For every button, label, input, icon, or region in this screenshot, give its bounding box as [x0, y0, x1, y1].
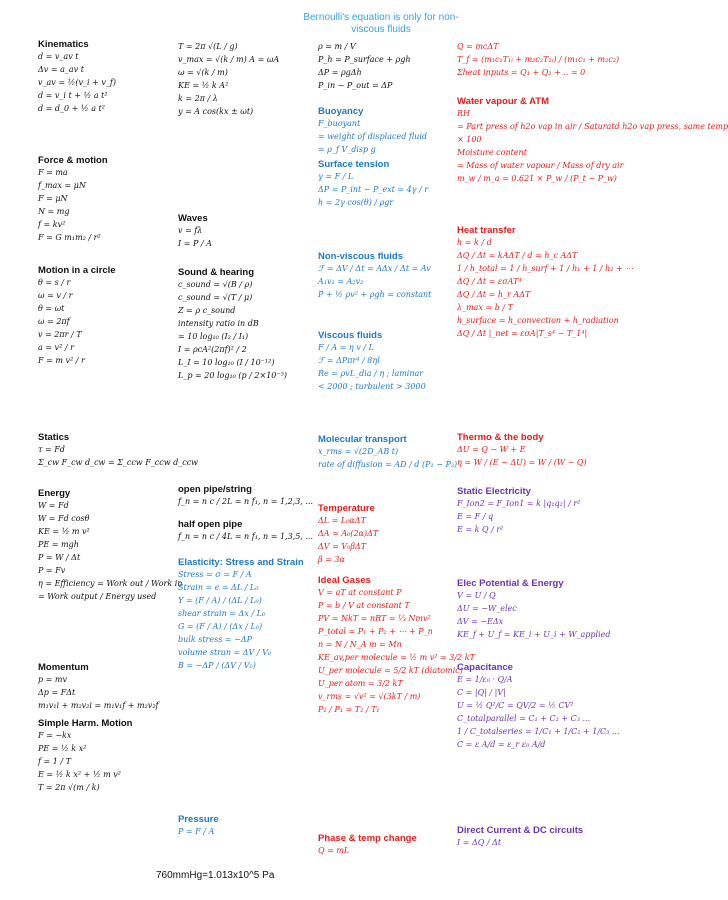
formula: W = Fd: [38, 501, 69, 510]
formula: Δv = a_av t: [38, 65, 84, 74]
formula: KE = ½ m v²: [38, 527, 90, 536]
section-title: Energy: [38, 488, 71, 499]
formula: F_buoyant: [318, 119, 361, 128]
section-4-4: [457, 432, 587, 469]
formula: h = 2γ cos(θ) / ρgr: [318, 198, 394, 207]
formula: d = d_0 + ½ a t²: [38, 104, 105, 113]
formula: rate of diffusion = AD / d (P₁ − P₂): [318, 460, 458, 469]
formula: T = 2π √(L / g): [178, 42, 238, 51]
formula: N = mg: [38, 207, 70, 216]
formula: V = aT at constant P: [318, 588, 402, 597]
section-2-4: [178, 484, 313, 508]
formula: shear strain = Δx / L₀: [178, 609, 266, 618]
formula: f_n = n c / 2L = n f₁, n = 1,2,3, ...: [178, 497, 314, 506]
section-title: Static Electricity: [457, 486, 531, 497]
section-title: Heat transfer: [457, 225, 516, 236]
formula: a = v² / r: [38, 343, 74, 352]
section-title: Temperature: [318, 503, 375, 514]
formula: A₁v₁ = A₂v₂: [318, 277, 364, 286]
formula: v_av = ½(v_i + v_f): [38, 78, 116, 87]
section-title: Viscous fluids: [318, 330, 383, 341]
formula: y = A cos(kx ± ωt): [178, 107, 254, 116]
formula: f = kv²: [38, 220, 66, 229]
formula: Q = mL: [318, 846, 350, 855]
formula: L_I = 10 log₁₀ (I / 10⁻¹²): [178, 358, 275, 367]
formula: d = v_i t + ½ a t²: [38, 91, 108, 100]
section-title: Thermo & the body: [457, 432, 544, 443]
formula: volume stran = ΔV / V₀: [178, 648, 272, 657]
section-2-5: [178, 519, 313, 543]
formula: ℱ = ΔPπr⁴ / 8ηl: [318, 356, 380, 365]
section-4-6: [457, 578, 611, 641]
section-title: Force & motion: [38, 155, 108, 166]
section-2-3: [178, 267, 287, 382]
formula: 1 / C_totalseries = 1/C₁ + 1/C₂ + 1/C₃ ...: [457, 727, 620, 736]
formula: Re = ρvL_dia / η ; laminar: [318, 369, 424, 378]
section-3-8: [318, 575, 475, 716]
section-title: Buoyancy: [318, 106, 364, 117]
section-3-9: [318, 833, 417, 857]
formula: Strain = ϵ = ΔL / L₀: [178, 583, 259, 592]
formula: ω = v / r: [38, 291, 73, 300]
formula: F = ma: [38, 168, 68, 177]
formula: Stress = σ = F / A: [178, 570, 252, 579]
section-title: open pipe/string: [178, 484, 252, 495]
formula: Z = ρ c_sound: [178, 306, 236, 315]
formula: ΔA ≈ A₀(2α)ΔT: [318, 529, 379, 538]
formula: γ = F / L: [318, 172, 354, 181]
formula: f_max = μN: [38, 181, 86, 190]
formula: F = μN: [38, 194, 68, 203]
formula: x_rms = √(2D_AB t): [318, 447, 399, 456]
formula: P + ½ ρv² + ρgh = constant: [318, 290, 432, 299]
section-title: Water vapour & ATM: [457, 96, 550, 107]
formula: ΔV = V₀βΔT: [318, 542, 367, 551]
section-1-2: [38, 155, 108, 244]
formula: KE_f + U_f = KE_i + U_i + W_applied: [457, 630, 611, 639]
formula: L_p = 20 log₁₀ (p / 2×10⁻⁵): [178, 371, 287, 380]
section-title: Ideal Gases: [318, 575, 371, 586]
formula: v = 2πr / T: [38, 330, 82, 339]
formula: E = ½ k x² + ½ m v²: [38, 770, 121, 779]
section-3-4: [318, 251, 431, 301]
section-1-1: [38, 39, 116, 115]
section-4-1: [457, 40, 619, 79]
section-2-2: [178, 213, 212, 250]
section-4-5: [457, 486, 580, 536]
formula: ΔU = Q − W + E: [457, 445, 526, 454]
formula: PE = ½ k x²: [38, 744, 87, 753]
section-title: Momentum: [38, 662, 89, 673]
section-title: Sound & hearing: [178, 267, 254, 278]
pressure-conversion-footer: 760mmHg=1.013x10^5 Pa: [156, 870, 275, 881]
formula: PV = NkT = nRT = ⅓ Nmv²: [318, 614, 431, 623]
formula: I = ΔQ / Δt: [457, 838, 502, 847]
formula: Y = (F / A) / (ΔL / L₀): [178, 596, 262, 605]
formula: c_sound = √(T / μ): [178, 293, 253, 302]
formula: ω = √(k / m): [178, 68, 228, 77]
formula: θ = s / r: [38, 278, 71, 287]
formula: P = Fv: [38, 566, 66, 575]
section-title: Molecular transport: [318, 434, 407, 445]
formula: C_totalparallel = C₁ + C₂ + C₃ ...: [457, 714, 591, 723]
formula: P_in − P_out = ΔP: [318, 81, 393, 90]
formula: f_n = n c / 4L = n f₁, n = 1,3,5, ...: [178, 532, 314, 541]
formula: = weight of displaced fluid: [318, 132, 428, 141]
formula: P_h = P_surface + ρgh: [318, 55, 411, 64]
section-title: Simple Harm. Motion: [38, 718, 133, 729]
section-title: Direct Current & DC circuits: [457, 825, 584, 836]
formula: ℱ = ΔV / Δt = AΔx / Δt = Av: [318, 264, 431, 273]
formula: KE_av,per molecule = ½ m v² = 3/2 kT: [318, 653, 475, 662]
formula: τ = Fd: [38, 445, 65, 454]
formula: Δp = FΔt: [38, 688, 76, 697]
formula: m_w / m_a = 0.621 × P_w / (P_t − P_w): [457, 174, 617, 183]
formula: G = (F / A) / (Δx / L₀): [178, 622, 263, 631]
formula: F / A = η v / L: [318, 343, 374, 352]
formula: U_per atom = 3/2 kT: [318, 679, 403, 688]
section-title: Elasticity: Stress and Strain: [178, 557, 304, 568]
section-3-6: [318, 434, 457, 471]
formula: ΔQ / Δt = h_r AΔT: [457, 290, 531, 299]
section-title: Surface tension: [318, 159, 390, 170]
formula: Q = mcΔT: [457, 42, 499, 51]
formula: U = ½ Q²/C = QV/2 = ½ CV²: [457, 701, 574, 710]
formula: P = F / A: [178, 827, 215, 836]
formula: P₂ / P₁ = T₂ / T₁: [318, 705, 380, 714]
section-title: Phase & temp change: [318, 833, 417, 844]
formula: P = b / V at constant T: [318, 601, 410, 610]
formula: ΔP = ρgΔh: [318, 68, 362, 77]
formula: KE = ½ k A²: [178, 81, 229, 90]
formula: k = 2π / λ: [178, 94, 218, 103]
formula: × 100: [457, 135, 482, 144]
section-title: Statics: [38, 432, 70, 443]
formula: F = −kx: [38, 731, 72, 740]
formula: η = W / (E − ΔU) = W / (W − Q): [457, 458, 587, 467]
formula: P = W / Δt: [38, 553, 81, 562]
formula: f = 1 / T: [38, 757, 71, 766]
formula: P_total = P₁ + P₂ + ⋯ + P_n: [318, 627, 433, 636]
formula: C = |Q| / |V|: [457, 688, 506, 697]
formula: PE = mgh: [38, 540, 79, 549]
formula: bulk stress = −ΔP: [178, 635, 252, 644]
section-2-7: [178, 814, 219, 838]
formula: ΔQ / Δt = εσAT⁴: [457, 277, 522, 286]
formula: F = m v² / r: [38, 356, 85, 365]
formula: c_sound = √(B / ρ): [178, 280, 253, 289]
formula: λ_max = b / T: [457, 303, 513, 312]
formula: n = N / N_A m = Mn: [318, 640, 402, 649]
formula: h_surface = h_convection + h_radiation: [457, 316, 619, 325]
section-3-2: [318, 106, 427, 156]
formula: Σ_cw F_cw d_cw = Σ_ccw F_ccw d_ccw: [38, 458, 199, 467]
section-1-6: [38, 662, 158, 712]
formula: ρ = m / V: [318, 42, 356, 51]
section-title: Motion in a circle: [38, 265, 116, 276]
formula: ΔU = −W_elec: [457, 604, 517, 613]
formula: = Part press of h2o vap in air / Saturatd h2o vap press, same temp: [457, 122, 728, 131]
formula: ΔP = P_int − P_ext = 4γ / r: [318, 185, 429, 194]
formula: ΔQ / Δt |_net = εσA|T_s⁴ − T_1⁴|: [457, 329, 588, 338]
section-1-7: [38, 718, 132, 794]
formula: β = 3α: [318, 555, 345, 564]
formula: p = mv: [38, 675, 68, 684]
section-title: Elec Potential & Energy: [457, 578, 564, 589]
formula: C = ε A/d = ε_r ε₀ A/d: [457, 740, 546, 749]
formula: W = Fd cosθ: [38, 514, 90, 523]
formula: = ρ_f V_disp g: [318, 145, 376, 154]
section-4-8: [457, 825, 583, 849]
formula: E = k Q / r²: [457, 525, 504, 534]
formula: E = F / q: [457, 512, 494, 521]
formula: h = k / d: [457, 238, 492, 247]
formula: v_max = √(k / m) A = ωA: [178, 55, 280, 64]
bernoulli-note: Bernoulli's equation is only for non-viscous fluids: [303, 12, 459, 35]
formula: v = fλ: [178, 226, 203, 235]
formula: V = U / Q: [457, 591, 496, 600]
formula: B = −ΔP / (ΔV / V₀): [178, 661, 256, 670]
formula: ω = 2πf: [38, 317, 70, 326]
formula: v_rms = √v² = √(3kT / m): [318, 692, 421, 701]
formula: 1 / h_total = 1 / h_surf + 1 / h₁ + 1 / h₂ + ⋯: [457, 264, 634, 273]
section-title: Kinematics: [38, 39, 89, 50]
section-3-7: [318, 503, 378, 566]
formula: U_per molecule = 5/2 kT (diatomic): [318, 666, 463, 675]
formula: ΔL = L₀αΔT: [318, 516, 366, 525]
formula: d = v_av t: [38, 52, 79, 61]
section-1-3: [38, 265, 116, 367]
formula: F_Ion2 = F_Ion1 = k |q₁q₂| / r²: [457, 499, 581, 508]
formula: RH: [457, 109, 470, 118]
formula: ΔV = −EΔx: [457, 617, 504, 626]
section-1-4: [38, 432, 198, 469]
section-2-6: [178, 557, 304, 672]
formula: ΔQ / Δt = kAΔT / d = h_c AΔT: [457, 251, 578, 260]
formula: η = Efficiency = Work out / Work in: [38, 579, 183, 588]
formula: I = ρcA²(2πf)² / 2: [178, 345, 247, 354]
section-title: Capacitance: [457, 662, 513, 673]
formula: = Mass of water vapour / Mass of dry air: [457, 161, 624, 170]
formula: < 2000 ; turbulent > 3000: [318, 382, 426, 391]
formula: I = P / A: [178, 239, 212, 248]
formula: T_f = (m₁c₁T₁ᵢ + m₂c₂T₂ᵢ) / (m₁c₁ + m₂c₂): [457, 55, 620, 64]
section-title: Non-viscous fluids: [318, 251, 403, 262]
section-3-3: [318, 159, 428, 209]
formula: m₁v₁i + m₂v₂i = m₁v₁f + m₂v₂f: [38, 701, 159, 710]
formula: E = 1/ε₀ · Q/A: [457, 675, 513, 684]
formula: T = 2π √(m / k): [38, 783, 100, 792]
section-title: Waves: [178, 213, 208, 224]
formula: = 10 log₁₀ (I₂ / I₁): [178, 332, 249, 341]
formula: F = G m₁m₂ / r²: [38, 233, 101, 242]
section-2-1: [178, 40, 279, 118]
section-title: Pressure: [178, 814, 219, 825]
section-4-7: [457, 662, 620, 751]
section-3-5: [318, 330, 426, 393]
formula: θ = ωt: [38, 304, 65, 313]
section-4-3: [457, 225, 633, 340]
formula: Σheat inputs = Q₁ + Q₂ + .. = 0: [457, 68, 586, 77]
section-1-5: [38, 488, 182, 603]
formula: Moisture content: [457, 148, 527, 157]
section-title: half open pipe: [178, 519, 243, 530]
section-4-2: [457, 96, 728, 185]
formula: = Work output / Energy used: [38, 592, 157, 601]
section-3-1: [318, 40, 411, 92]
formula: intensity ratio in dB: [178, 319, 259, 328]
